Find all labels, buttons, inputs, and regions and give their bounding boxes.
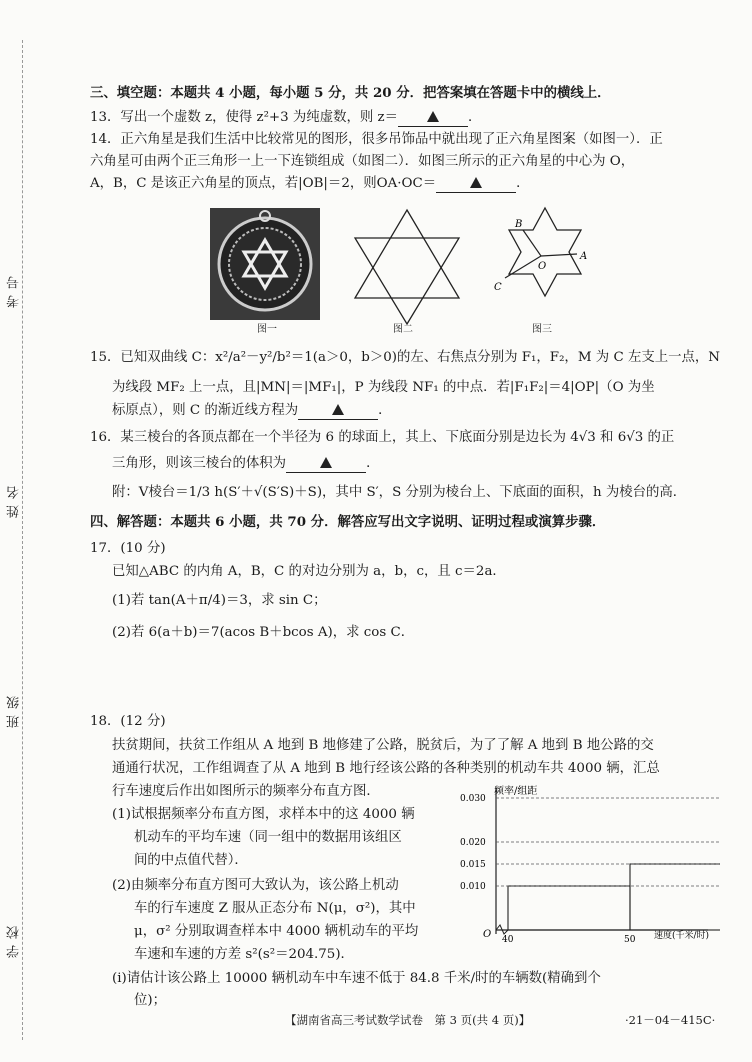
- chart-x-label: 速度(千米/时): [654, 931, 710, 941]
- y-tick-label: 0.015: [460, 860, 486, 870]
- vector-ob: [523, 230, 541, 256]
- figure-2-hexagram: [345, 206, 470, 326]
- answer-placeholder-icon: [320, 457, 332, 468]
- q18-part1-line3: 间的中点值代替）．: [134, 853, 248, 868]
- q16-line1: 16．某三棱台的各顶点都在一个半径为 6 的球面上，其上、下底面分别是边长为 4√3 和 6√3 的正: [90, 430, 675, 445]
- q18-part1-line2: 机动车的平均车速（同一组中的数据用该组区: [134, 830, 402, 845]
- section4-title: 四、解答题：本题共 6 小题，共 70 分．解答应写出文字说明、证明过程或演算步骤．: [90, 514, 606, 530]
- histogram-bar: [630, 864, 720, 930]
- footer-page-info: 【湖南省高三考试数学试卷 第 3 页(共 4 页)】: [285, 1013, 531, 1027]
- q18-heading: 18．(12 分): [90, 714, 166, 729]
- chart-origin-label: O: [483, 929, 492, 940]
- label-a: A: [580, 251, 588, 262]
- q18-part2-line1: (2)由频率分布直方图可大致认为，该公路上机动: [112, 878, 399, 893]
- q18-part2-i-line2: 位)；: [134, 993, 167, 1008]
- q17-heading: 17．(10 分): [90, 541, 166, 556]
- q16-note: 附：V棱台＝1/3 h(S′＋√(S′S)＋S)，其中 S′，S 分别为棱台上、下底面的面积，h 为棱台的高．: [112, 485, 687, 500]
- x-tick-label: 50: [624, 935, 636, 945]
- y-tick-label: 0.020: [460, 838, 486, 848]
- q18-part2-line3: μ，σ² 分别取调查样本中 4000 辆机动车的平均: [134, 924, 419, 939]
- histogram-bar: [508, 886, 630, 930]
- binding-line: [22, 40, 23, 1040]
- q13: 13．写出一个虚数 z，使得 z²+3 为纯虚数，则 z＝ ．: [90, 110, 482, 125]
- q18-part2-line4: 车速和车速的方差 s²(s²＝204.75)．: [134, 947, 354, 962]
- q18-line3: 行车速度后作出如图所示的频率分布直方图．: [112, 784, 380, 799]
- q18-part2-line2: 车的行车速度 Z 服从正态分布 N(μ，σ²)，其中: [134, 901, 416, 916]
- label-c: C: [494, 282, 502, 293]
- margin-label-school: 学校: [7, 920, 22, 958]
- label-b: B: [515, 219, 523, 230]
- q15-line1: 15．已知双曲线 C：x²/a²－y²/b²＝1(a＞0，b＞0)的左、右焦点分别为 F₁，F₂，M 为 C 左支上一点，N: [90, 350, 721, 365]
- q14-line3: A，B，C 是该正六角星的顶点，若|OB|＝2，则OA·OC＝ ．: [90, 176, 530, 191]
- vector-oc: [505, 256, 541, 278]
- answer-placeholder-icon: [332, 404, 344, 415]
- q18-part2-i-line1: (ⅰ)请估计该公路上 10000 辆机动车中车速不低于 84.8 千米/时的车辆数(精确到个: [112, 971, 601, 986]
- q17-part1: (1)若 tan(A＋π/4)＝3，求 sin C；: [112, 593, 327, 608]
- q15-line3: 标原点），则 C 的渐近线方程为 ．: [112, 403, 392, 418]
- q17-part2: (2)若 6(a＋b)＝7(acos B＋bcos A)，求 cos C．: [112, 625, 415, 640]
- q17-stem: 已知△ABC 的内角 A，B，C 的对边分别为 a，b，c，且 c＝2a．: [112, 564, 506, 579]
- q18-line2: 通通行状况，工作组调查了从 A 地到 B 地行经该公路的各种类别的机动车共 4000 辆，汇总: [112, 761, 660, 776]
- figure-3-caption: 图三: [532, 324, 552, 335]
- section3-title: 三、填空题：本题共 4 小题，每小题 5 分，共 20 分．把答案填在答题卡中的横线上．: [90, 85, 611, 101]
- y-tick-label: 0.030: [460, 794, 486, 804]
- figure-1-caption: 图一: [257, 324, 277, 335]
- figure-1-pendant: [210, 208, 320, 328]
- answer-placeholder-icon: [427, 111, 439, 122]
- chart-y-label: 频率/组距: [494, 786, 538, 797]
- figure-3-hexagram-vectors: [485, 200, 605, 325]
- q14-line1: 14．正六角星是我们生活中比较常见的图形，很多吊饰品中就出现了正六角星图案（如图一）．正: [90, 132, 663, 147]
- figure-2-caption: 图二: [393, 324, 413, 335]
- frequency-histogram: [458, 780, 720, 960]
- answer-placeholder-icon: [470, 177, 482, 188]
- q14-line2: 六角星可由两个正三角形一上一下连锁组成（如图二）．如图三所示的正六角星的中心为 O，: [90, 154, 635, 169]
- q15-line2: 为线段 MF₂ 上一点，且|MN|＝|MF₁|，P 为线段 NF₁ 的中点．若|F₁F₂|＝4|OP|（O 为坐: [112, 380, 655, 395]
- q18-part1-line1: (1)试根据频率分布直方图，求样本中的这 4000 辆: [112, 807, 415, 822]
- y-tick-label: 0.010: [460, 882, 486, 892]
- margin-label-name: 姓名: [7, 480, 22, 518]
- margin-label-exam-no: 考号: [7, 270, 22, 308]
- q18-line1: 扶贫期间，扶贫工作组从 A 地到 B 地修建了公路，脱贫后，为了了解 A 地到 B 地公路的交: [112, 738, 654, 753]
- margin-label-class: 班级: [7, 690, 22, 728]
- label-o: O: [538, 261, 547, 272]
- footer-code: ·21－04－415C·: [625, 1013, 716, 1027]
- x-tick-label: 40: [502, 935, 514, 945]
- q16-line2: 三角形，则该三棱台的体积为 ．: [112, 456, 380, 471]
